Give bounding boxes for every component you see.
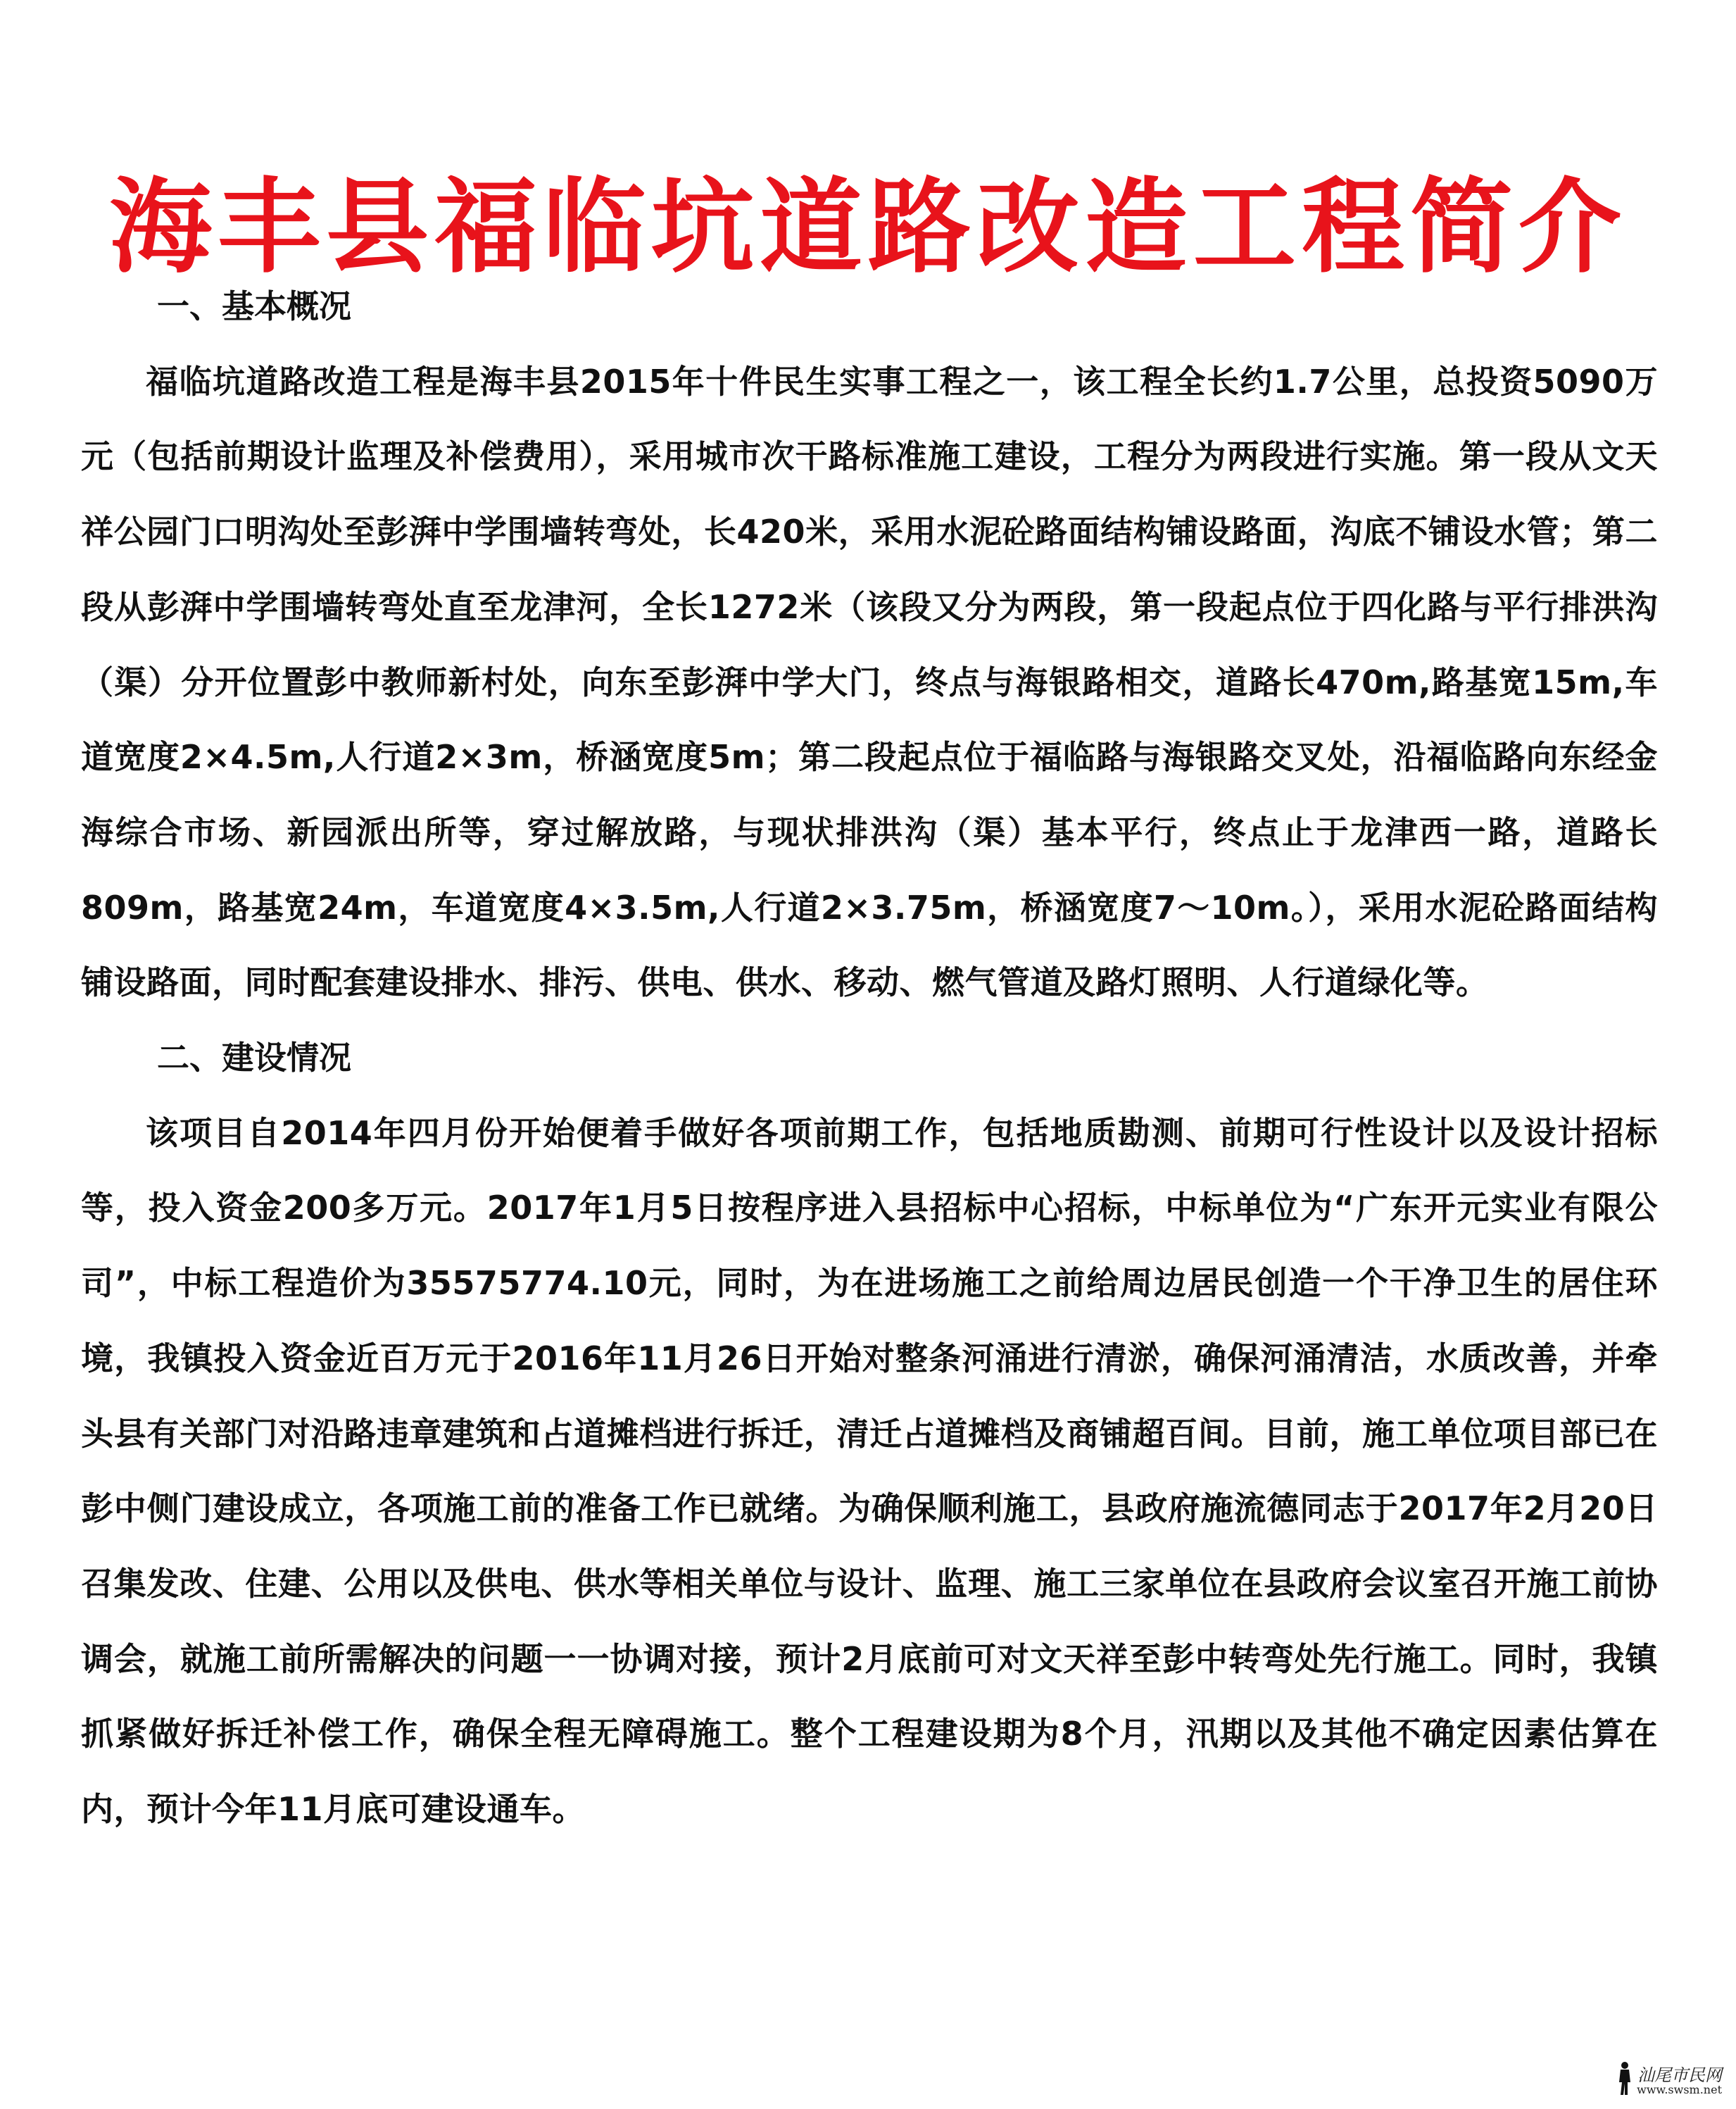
person-silhouette-icon [1616, 2061, 1634, 2096]
section-heading: 二、建设情况 [157, 1039, 351, 1077]
section-paragraph: 该项目自2014年四月份开始便着手做好各项前期工作，包括地质勘测、前期可行性设计以及设计招标等，投入资金200多万元。2017年1月5日按程序进入县招标中心招标，中标单位为“广东开元实业有限公司”，中标工程造价为35575774.10元，同时，为在进场施工之前给周边居民创造一个干净卫生的居住环境，我镇投入资金近百万元于2016年11月26日开始对整条河涌进行清淤，确保河涌清洁，水质改善，并牵头县有关部门对沿路违章建筑和占道摊档进行拆迁，清迁占道摊档及商铺超百间。目前，施工单位项目部已在彭中侧门建设成立，各项施工前的准备工作已就绪。为确保顺利施工，县政府施流德同志于2017年2月20日召集发改、住建、公用以及供电、供水等相关单位与设计、监理、施工三家单位在县政府会议室召开施工前协调会，就施工前所需解决的问题一一协调对接，预计2月底前可对文天祥至彭中转弯处先行施工。同时，我镇抓紧做好拆迁补偿工作，确保全程无障碍施工。整个工程建设期为8个月，汛期以及其他不确定因素估算在内，预计今年11月底可建设通车。 [81, 1113, 1658, 1829]
page-title: 海丰县福临坑道路改造工程简介 [109, 167, 1627, 287]
section-paragraph: 福临坑道路改造工程是海丰县2015年十件民生实事工程之一，该工程全长约1.7公里，总投资5090万元（包括前期设计监理及补偿费用），采用城市次干路标准施工建设，工程分为两段进行实施。第一段从文天祥公园门口明沟处至彭湃中学围墙转弯处，长420米，采用水泥砼路面结构铺设路面，沟底不铺设水管；第二段从彭湃中学围墙转弯处直至龙津河，全长1272米（该段又分为两段，第一段起点位于四化路与平行排洪沟（渠）分开位置彭中教师新村处，向东至彭湃中学大门，终点与海银路相交，道路长470m,路基宽15m,车道宽度2×4.5m,人行道2×3m，桥涵宽度5m；第二段起点位于福临路与海银路交叉处，沿福临路向东经金海综合市场、新园派出所等，穿过解放路，与现状排洪沟（渠）基本平行，终点止于龙津西一路，道路长809m，路基宽24m，车道宽度4×3.5m,人行道2×3.75m，桥涵宽度7～10m。），采用水泥砼路面结构铺设路面，同时配套建设排水、排污、供电、供水、移动、燃气管道及路灯照明、人行道绿化等。 [81, 362, 1658, 1002]
section-basic-overview [81, 269, 1658, 1020]
section-construction-status [81, 1020, 1658, 1847]
watermark-site-name: 汕尾市民网 [1637, 2065, 1722, 2086]
document-body [81, 269, 1658, 1847]
site-watermark [1616, 2061, 1722, 2096]
watermark-site-url: www.swsm.net [1637, 2083, 1722, 2097]
section-heading: 一、基本概况 [157, 287, 351, 325]
